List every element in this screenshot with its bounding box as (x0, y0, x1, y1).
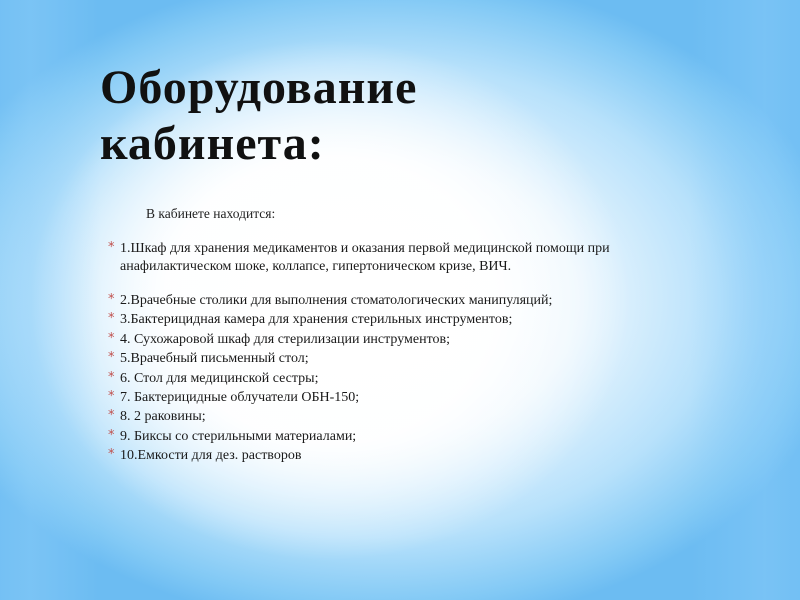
equipment-list (108, 240, 668, 467)
bullet-icon: * (108, 408, 115, 424)
list-item-text: 8. 2 раковины; (120, 409, 206, 425)
bullet-icon: * (108, 388, 115, 404)
list-item (108, 292, 668, 310)
background-streak-left (0, 0, 100, 600)
list-item-text: 2.Врачебные столики для выполнения стоматологических манипуляций; (120, 293, 553, 308)
list-item (108, 370, 668, 388)
bullet-icon: * (108, 330, 115, 346)
bullet-icon: * (108, 427, 115, 443)
list-item (108, 311, 668, 329)
slide-title (100, 60, 660, 172)
list-item-text: 10.Емкости для дез. растворов (120, 448, 302, 464)
list-item (108, 389, 668, 407)
list-item (108, 447, 668, 465)
list-item (108, 428, 668, 446)
list-item (108, 350, 668, 368)
title-line-1: Оборудование (100, 61, 418, 114)
bullet-icon: * (108, 311, 115, 327)
title-line-2: кабинета: (100, 117, 325, 170)
list-item-text: 9. Биксы со стерильными материалами; (120, 428, 357, 444)
intro-text: В кабинете находится: (146, 206, 276, 221)
background-streak-right (690, 0, 800, 600)
list-item-text: 6. Стол для медицинской сестры; (120, 370, 319, 386)
bullet-icon: * (108, 240, 115, 255)
list-item-text: 1.Шкаф для хранения медикаментов и оказания первой медицинской помощи при анафилактическом шоке, коллапсе, гипертоническом кризе, ВИЧ. (120, 241, 610, 274)
bullet-icon: * (108, 350, 115, 366)
list-item-text: 7. Бактерицидные облучатели ОБН-150; (120, 389, 360, 405)
list-item-text: 4. Сухожаровой шкаф для стерилизации инструментов; (120, 331, 451, 347)
bullet-icon: * (108, 369, 115, 385)
list-item-text: 5.Врачебный письменный стол; (120, 351, 309, 367)
list-item (108, 240, 668, 276)
bullet-icon: * (108, 447, 115, 463)
list-item (108, 331, 668, 349)
bullet-icon: * (108, 292, 115, 307)
list-item (108, 408, 668, 426)
list-item-text: 3.Бактерицидная камера для хранения стерильных инструментов; (120, 312, 513, 328)
